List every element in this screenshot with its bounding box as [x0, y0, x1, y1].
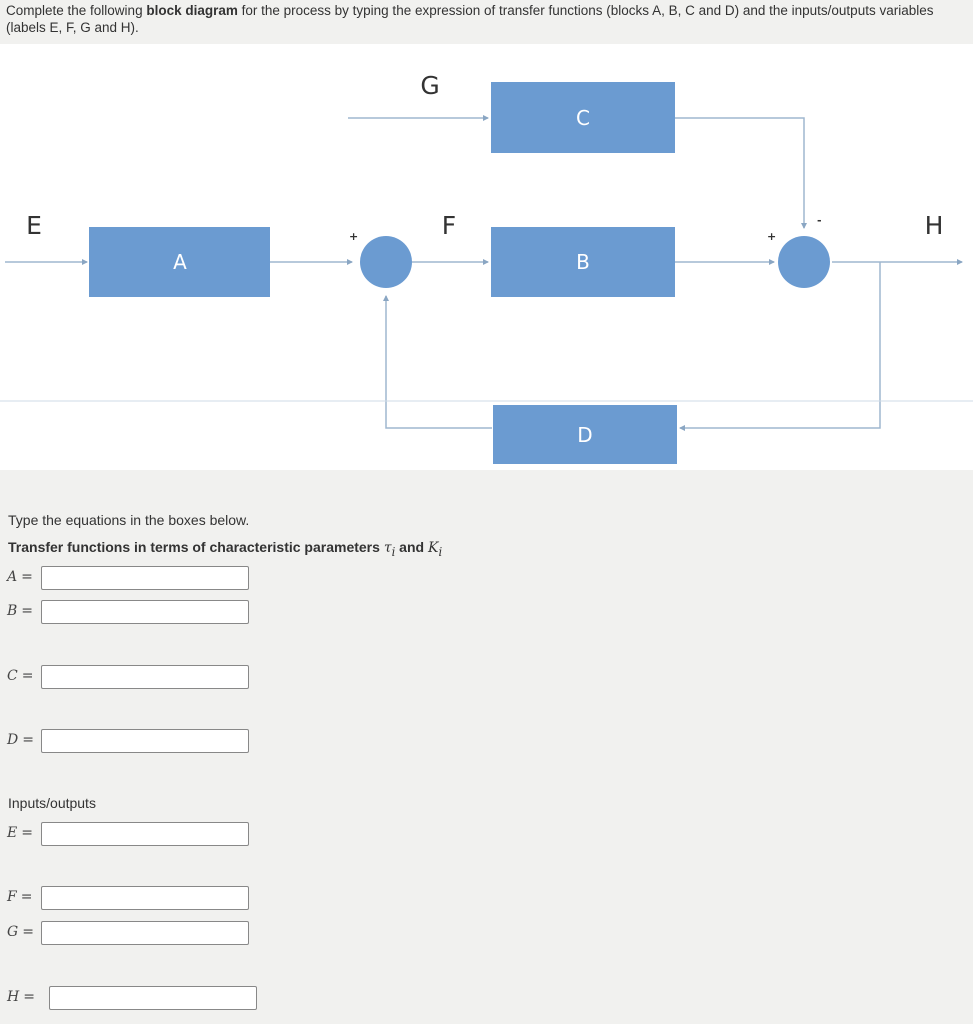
sign-plus-sum1: + [349, 230, 359, 243]
field-b-input[interactable] [41, 600, 249, 624]
label-var: E [7, 825, 18, 841]
question-text-part: for the process by typing the expression of transfer functions (blocks A, B, C and D) and the inputs/outputs variables (labels E, F, G and H). [6, 3, 934, 35]
label-var: A [7, 569, 18, 585]
summing-junction-2 [778, 236, 830, 288]
label-var: G [7, 924, 19, 940]
equals-sign: = [21, 668, 34, 684]
equation-label-g [7, 924, 34, 940]
equals-sign: = [20, 889, 33, 905]
field-h-input[interactable] [49, 986, 257, 1010]
sign-plus-sum2: + [767, 230, 777, 243]
question-bold-term: block diagram [146, 3, 238, 18]
var-label-e: E [26, 211, 42, 240]
field-g-input[interactable] [41, 921, 249, 945]
field-d-input[interactable] [41, 729, 249, 753]
tau-symbol: τ [383, 540, 392, 556]
question-text [6, 2, 966, 36]
var-label-g: G [420, 71, 440, 100]
var-label-f: F [441, 211, 457, 240]
type-equations-instruction: Type the equations in the boxes below. [8, 512, 250, 528]
k-subscript: i [438, 544, 443, 559]
label-var: H [7, 989, 20, 1005]
equation-label-b [7, 603, 33, 619]
block-b-label: B [576, 250, 590, 274]
equals-sign: = [21, 825, 33, 841]
field-a-input[interactable] [41, 566, 249, 590]
line-c-to-sum2 [675, 118, 804, 228]
line-d-to-sum1 [386, 296, 492, 428]
equation-label-h [7, 989, 35, 1005]
line-h-to-d [680, 262, 880, 428]
equals-sign: = [21, 603, 34, 619]
field-f-input[interactable] [41, 886, 249, 910]
field-e-input[interactable] [41, 822, 249, 846]
equation-label-c [7, 668, 33, 684]
block-diagram [0, 44, 973, 470]
tf-heading-text: Transfer functions in terms of characteristic parameters [8, 539, 384, 555]
sign-minus-sum2: - [817, 214, 822, 227]
label-var: D [7, 732, 19, 748]
equals-sign: = [21, 569, 33, 585]
field-c-input[interactable] [41, 665, 249, 689]
summing-junction-1 [360, 236, 412, 288]
label-var: F [7, 889, 17, 905]
equation-label-e [7, 825, 33, 841]
label-var: B [7, 603, 18, 619]
block-d-label: D [577, 423, 593, 447]
label-var: C [7, 668, 18, 684]
tau-subscript: i [391, 544, 396, 559]
block-a-label: A [173, 250, 187, 274]
transfer-functions-heading [8, 539, 442, 559]
inputs-outputs-heading: Inputs/outputs [8, 795, 96, 811]
equals-sign: = [23, 989, 35, 1005]
equation-label-d [7, 732, 34, 748]
block-diagram-svg [0, 44, 973, 470]
equals-sign: = [22, 732, 34, 748]
k-symbol: K [427, 540, 439, 556]
tf-heading-and: and [395, 539, 428, 555]
equals-sign: = [22, 924, 34, 940]
var-label-h: H [924, 211, 944, 240]
equation-label-f [7, 889, 32, 905]
question-text-part: Complete the following [6, 3, 147, 18]
block-c-label: C [576, 106, 590, 130]
equation-label-a [7, 569, 33, 585]
